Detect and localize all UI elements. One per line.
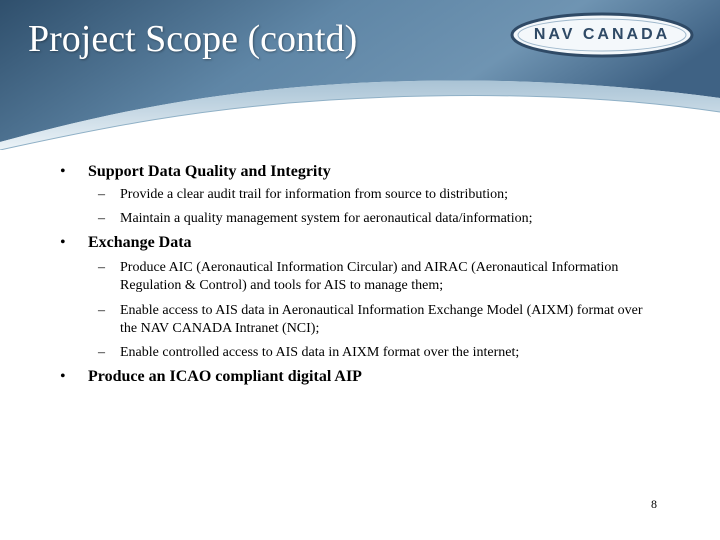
sub-bullet-aixm-intranet: Enable access to AIS data in Aeronautical Information Exchange Model (AIXM) format over the NAV CANADA Intranet (NCI); (120, 303, 643, 336)
sub-bullet-quality-management: Maintain a quality management system for aeronautical data/information; (120, 211, 533, 226)
dash-icon: – (98, 345, 105, 360)
bullet-icon: • (60, 163, 66, 180)
bullet-item-icao-aip: Produce an ICAO compliant digital AIP (88, 368, 362, 385)
sub-bullet-aixm-internet: Enable controlled access to AIS data in AIXM format over the internet; (120, 345, 520, 360)
dash-icon: – (98, 211, 105, 226)
sub-bullet-aic-airac: Produce AIC (Aeronautical Information Circular) and AIRAC (Aeronautical Information Regulation & Control) and tools for AIS to manage them; (120, 260, 619, 293)
dash-icon: – (98, 187, 105, 202)
bullet-icon: • (60, 234, 66, 251)
bullet-item-exchange-data: Exchange Data (88, 234, 192, 251)
sub-bullet-audit-trail: Provide a clear audit trail for information from source to distribution; (120, 187, 509, 202)
dash-icon: – (98, 303, 105, 318)
logo-text: NAV CANADA (533, 26, 671, 43)
slide-title: Project Scope (contd) (28, 18, 358, 60)
page-number: 8 (651, 497, 657, 511)
bullet-icon: • (60, 368, 66, 385)
dash-icon: – (98, 260, 105, 275)
bullet-item-support-data-quality: Support Data Quality and Integrity (88, 163, 331, 180)
